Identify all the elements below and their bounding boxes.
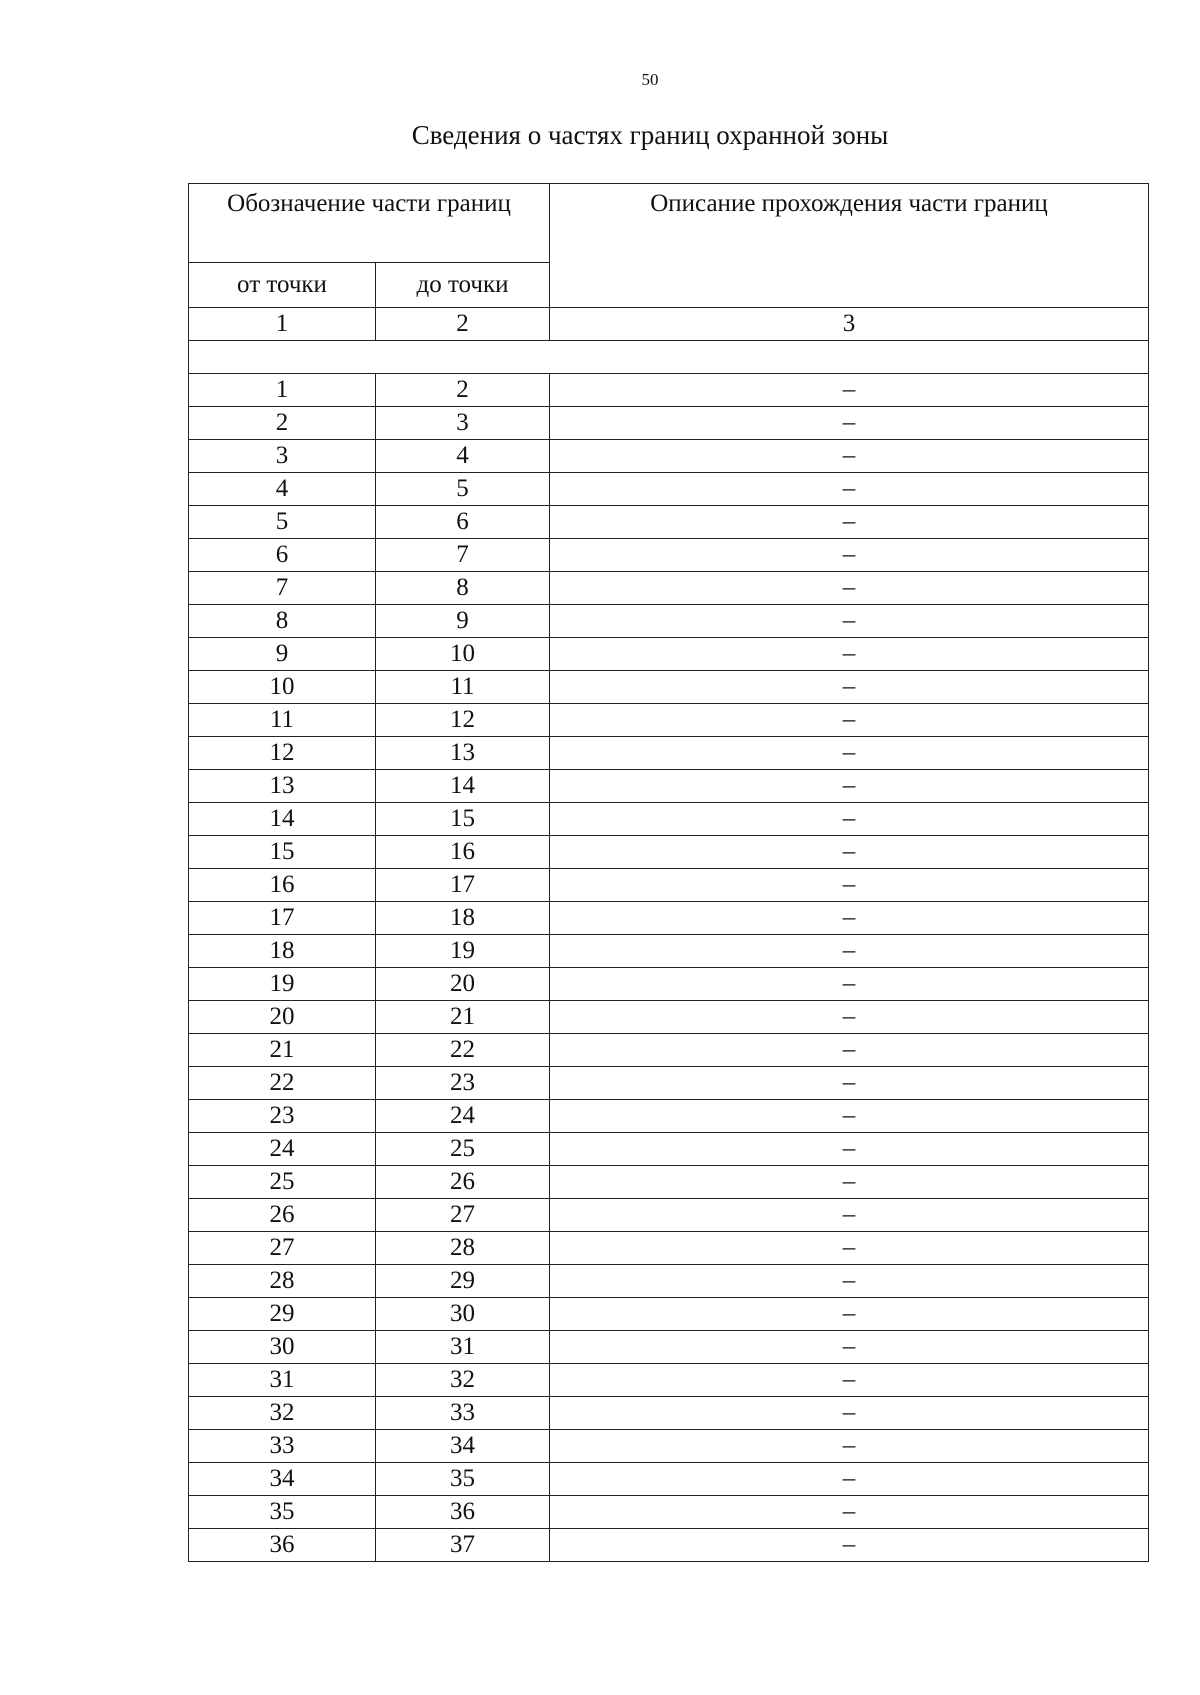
from-point-cell: 28: [189, 1265, 376, 1298]
from-point-cell: 2: [189, 407, 376, 440]
description-cell: –: [550, 1397, 1149, 1430]
table-row: [189, 506, 1149, 539]
to-point-cell: 8: [376, 572, 550, 605]
header-from-label: от точки: [189, 263, 376, 308]
table-row: [189, 1166, 1149, 1199]
table-row: [189, 902, 1149, 935]
description-cell: –: [550, 737, 1149, 770]
to-point-cell: 33: [376, 1397, 550, 1430]
table-row: [189, 440, 1149, 473]
table-row: [189, 836, 1149, 869]
to-point-cell: 22: [376, 1034, 550, 1067]
description-cell: –: [550, 1430, 1149, 1463]
from-point-cell: 18: [189, 935, 376, 968]
table-row: [189, 1001, 1149, 1034]
from-point-cell: 9: [189, 638, 376, 671]
from-point-cell: 6: [189, 539, 376, 572]
from-point-cell: 23: [189, 1100, 376, 1133]
description-cell: –: [550, 869, 1149, 902]
from-point-cell: 22: [189, 1067, 376, 1100]
document-title: Сведения о частях границ охранной зоны: [411, 120, 889, 150]
from-point-cell: 7: [189, 572, 376, 605]
to-point-cell: 37: [376, 1529, 550, 1562]
table-row: [189, 1463, 1149, 1496]
description-cell: –: [550, 1001, 1149, 1034]
table-row: [189, 407, 1149, 440]
description-cell: –: [550, 704, 1149, 737]
description-cell: –: [550, 506, 1149, 539]
description-cell: –: [550, 1100, 1149, 1133]
to-point-cell: 28: [376, 1232, 550, 1265]
from-point-cell: 34: [189, 1463, 376, 1496]
table-row: [189, 737, 1149, 770]
from-point-cell: 13: [189, 770, 376, 803]
from-point-cell: 14: [189, 803, 376, 836]
to-point-cell: 25: [376, 1133, 550, 1166]
description-cell: –: [550, 1529, 1149, 1562]
table-row: [189, 1199, 1149, 1232]
table-row: [189, 1496, 1149, 1529]
table-row: [189, 539, 1149, 572]
from-point-cell: 20: [189, 1001, 376, 1034]
column-number: 1: [189, 308, 376, 341]
to-point-cell: 30: [376, 1298, 550, 1331]
description-cell: –: [550, 968, 1149, 1001]
from-point-cell: 10: [189, 671, 376, 704]
to-point-cell: 36: [376, 1496, 550, 1529]
table-row: [189, 374, 1149, 407]
table-row: [189, 1067, 1149, 1100]
header-description-label: Описание прохождения части границ: [550, 184, 1149, 308]
to-point-cell: 24: [376, 1100, 550, 1133]
table-row: [189, 869, 1149, 902]
from-point-cell: 1: [189, 374, 376, 407]
from-point-cell: 24: [189, 1133, 376, 1166]
from-point-cell: 4: [189, 473, 376, 506]
from-point-cell: 8: [189, 605, 376, 638]
table-row: [189, 1298, 1149, 1331]
table-row: [189, 935, 1149, 968]
description-cell: –: [550, 1331, 1149, 1364]
table-row: [189, 1529, 1149, 1562]
to-point-cell: 27: [376, 1199, 550, 1232]
table-row: [189, 572, 1149, 605]
to-point-cell: 31: [376, 1331, 550, 1364]
from-point-cell: 35: [189, 1496, 376, 1529]
to-point-cell: 5: [376, 473, 550, 506]
to-point-cell: 3: [376, 407, 550, 440]
from-point-cell: 31: [189, 1364, 376, 1397]
table-row: [189, 605, 1149, 638]
table-row: [189, 671, 1149, 704]
column-numbers-row: [189, 308, 1149, 341]
boundary-parts-table: [188, 307, 1149, 1562]
to-point-cell: 12: [376, 704, 550, 737]
table-row: [189, 1133, 1149, 1166]
to-point-cell: 17: [376, 869, 550, 902]
to-point-cell: 34: [376, 1430, 550, 1463]
table-header: [188, 183, 1149, 308]
to-point-cell: 21: [376, 1001, 550, 1034]
description-cell: –: [550, 572, 1149, 605]
from-point-cell: 17: [189, 902, 376, 935]
to-point-cell: 16: [376, 836, 550, 869]
from-point-cell: 27: [189, 1232, 376, 1265]
description-cell: –: [550, 1133, 1149, 1166]
description-cell: –: [550, 1463, 1149, 1496]
to-point-cell: 6: [376, 506, 550, 539]
description-cell: –: [550, 1364, 1149, 1397]
to-point-cell: 14: [376, 770, 550, 803]
page-number: 50: [641, 70, 659, 89]
to-point-cell: 2: [376, 374, 550, 407]
description-cell: –: [550, 1232, 1149, 1265]
table-row: [189, 638, 1149, 671]
from-point-cell: 21: [189, 1034, 376, 1067]
description-cell: –: [550, 1067, 1149, 1100]
description-cell: –: [550, 1034, 1149, 1067]
to-point-cell: 35: [376, 1463, 550, 1496]
from-point-cell: 3: [189, 440, 376, 473]
table-row: [189, 770, 1149, 803]
table-row: [189, 704, 1149, 737]
table-row: [189, 1034, 1149, 1067]
from-point-cell: 11: [189, 704, 376, 737]
from-point-cell: 15: [189, 836, 376, 869]
description-cell: –: [550, 1265, 1149, 1298]
from-point-cell: 25: [189, 1166, 376, 1199]
to-point-cell: 29: [376, 1265, 550, 1298]
description-cell: –: [550, 902, 1149, 935]
description-cell: –: [550, 473, 1149, 506]
from-point-cell: 33: [189, 1430, 376, 1463]
description-cell: –: [550, 1199, 1149, 1232]
description-cell: –: [550, 803, 1149, 836]
to-point-cell: 7: [376, 539, 550, 572]
to-point-cell: 23: [376, 1067, 550, 1100]
description-cell: –: [550, 1298, 1149, 1331]
table-row: [189, 803, 1149, 836]
to-point-cell: 15: [376, 803, 550, 836]
header-group-label: Обозначение части границ: [189, 184, 550, 263]
table-row: [189, 473, 1149, 506]
table-row: [189, 1430, 1149, 1463]
table-body: [189, 308, 1149, 1562]
empty-row: [189, 341, 1149, 374]
description-cell: –: [550, 407, 1149, 440]
to-point-cell: 20: [376, 968, 550, 1001]
to-point-cell: 13: [376, 737, 550, 770]
description-cell: –: [550, 935, 1149, 968]
header-to-label: до точки: [376, 263, 550, 308]
to-point-cell: 32: [376, 1364, 550, 1397]
description-cell: –: [550, 836, 1149, 869]
to-point-cell: 19: [376, 935, 550, 968]
from-point-cell: 12: [189, 737, 376, 770]
to-point-cell: 10: [376, 638, 550, 671]
description-cell: –: [550, 374, 1149, 407]
description-cell: –: [550, 605, 1149, 638]
table-row: [189, 1397, 1149, 1430]
from-point-cell: 26: [189, 1199, 376, 1232]
to-point-cell: 9: [376, 605, 550, 638]
from-point-cell: 5: [189, 506, 376, 539]
description-cell: –: [550, 770, 1149, 803]
from-point-cell: 19: [189, 968, 376, 1001]
description-cell: –: [550, 671, 1149, 704]
table-row: [189, 1232, 1149, 1265]
to-point-cell: 4: [376, 440, 550, 473]
from-point-cell: 29: [189, 1298, 376, 1331]
description-cell: –: [550, 1166, 1149, 1199]
table-row: [189, 968, 1149, 1001]
table-row: [189, 1364, 1149, 1397]
description-cell: –: [550, 440, 1149, 473]
from-point-cell: 30: [189, 1331, 376, 1364]
to-point-cell: 11: [376, 671, 550, 704]
column-number: 3: [550, 308, 1149, 341]
description-cell: –: [550, 1496, 1149, 1529]
from-point-cell: 32: [189, 1397, 376, 1430]
column-number: 2: [376, 308, 550, 341]
table-row: [189, 1331, 1149, 1364]
table-row: [189, 1265, 1149, 1298]
from-point-cell: 36: [189, 1529, 376, 1562]
from-point-cell: 16: [189, 869, 376, 902]
table-row: [189, 1100, 1149, 1133]
to-point-cell: 26: [376, 1166, 550, 1199]
empty-cell: [189, 341, 1149, 374]
description-cell: –: [550, 539, 1149, 572]
description-cell: –: [550, 638, 1149, 671]
to-point-cell: 18: [376, 902, 550, 935]
